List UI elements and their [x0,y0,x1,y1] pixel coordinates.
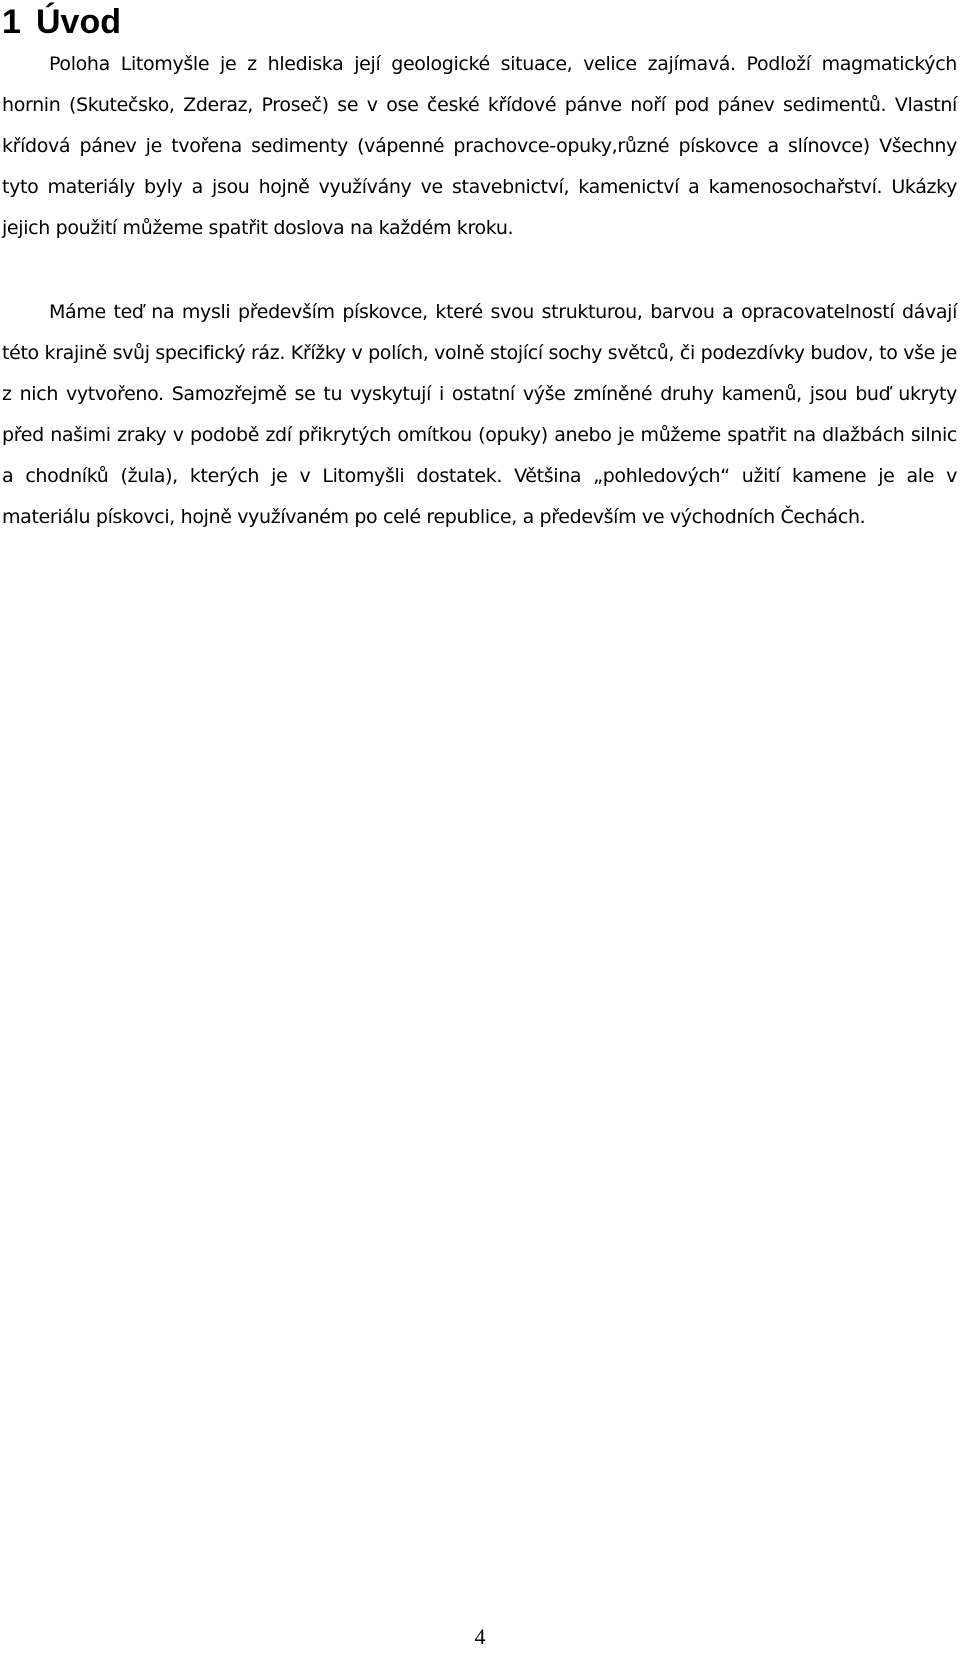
paragraph-1: Poloha Litomyšle je z hlediska její geologické situace, velice zajímavá. Podloží magmatických hornin (Skutečsko, Zderaz, Proseč) se v ose české křídové pánve noří pod pánev sedimentů. Vlastní křídová pánev je tvořena sedimenty (vápenné prachovce-opuky,různé pískovce a slínovce) Všechny tyto materiály byly a jsou hojně využívány ve stavebnictví, kamenictví a kamenosochařství. Ukázky jejich použití můžeme spatřit doslova na každém kroku. [2,53,957,239]
chapter-number: 1 [2,3,21,41]
paragraph-2: Máme teď na mysli především pískovce, které svou strukturou, barvou a opracovatelností dávají této krajině svůj specifický ráz. Křížky v polích, volně stojící sochy světců, či podezdívky budov, to vše je z nich vytvořeno. Samozřejmě se tu vyskytují i ostatní výše zmíněné druhy kamenů, jsou buď ukryty před našimi zraky v podobě zdí přikrytých omítkou (opuky) anebo je můžeme spatřit na dlažbách silnic a chodníků (žula), kterých je v Litomyšli dostatek. Většina „pohledových“ užití kamene je ale v materiálu pískovci, hojně využívaném po celé republice, a především ve východních Čechách. [2,301,957,528]
chapter-heading [2,2,121,42]
page-number: 4 [474,1624,486,1649]
chapter-title: Úvod [36,3,121,41]
